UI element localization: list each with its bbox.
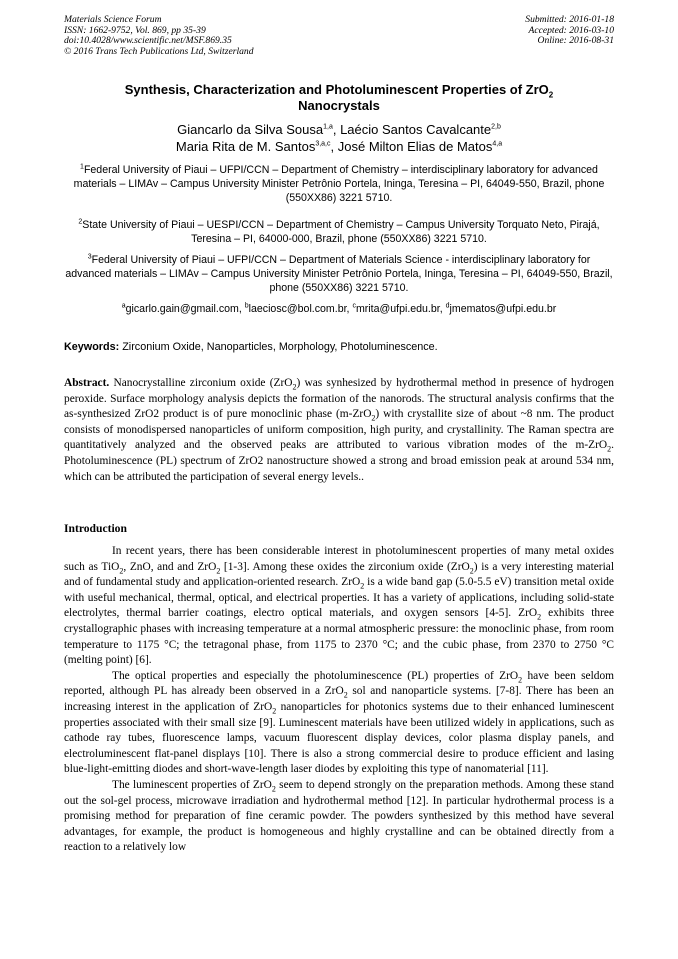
author-name: Maria Rita de M. Santos — [175, 138, 316, 154]
email-link[interactable]: mrita@ufpi.edu.br, — [355, 303, 446, 315]
email-link[interactable]: jmematos@ufpi.edu.br — [449, 303, 557, 315]
email-link[interactable]: gicarlo.gain@gmail.com, — [125, 303, 245, 315]
journal-info — [64, 15, 254, 57]
section-heading: Introduction — [64, 522, 127, 535]
author-list: Giancarlo da Silva Sousa$^{1,a}$, Laécio Santos Cavalcante$^{2,b}$ Maria Rita de M. Santos$^{3,a,c}$, José Milton Elias de Matos$^{4,a}$ — [175, 122, 503, 154]
keywords — [64, 340, 614, 354]
submitted-date: Submitted: 2016-01-18 — [525, 14, 614, 25]
email-list: $^a$gicarlo.gain@gmail.com, $^b$laeciosc@bol.com.br, $^c$mrita@ufpi.edu.br, $^d$jmematos@ufpi.edu.br — [121, 302, 557, 315]
abstract-label: Abstract. — [64, 377, 110, 389]
paragraph: In recent years, there has been considerable interest in photoluminescent properties of many metal oxides such as TiO$_2$, ZnO, and and ZrO$_2$ [1-3]. Among these oxides the zirconium oxide (ZrO$_2$) is a very interesting material and of fundamental study and application-oriented research. ZrO$_2$ is a wide band gap (5.0-5.5 eV) transition metal oxide with useful mechanical, thermal, optical, and electrical properties. It has a variety of applications, including solid-state electrolytes, thermal barrier coatings, electro optical materials, and oxygen sensors [4-5]. ZrO$_2$ exhibits three crystallographic phases with increasing temperature at a normal atmospheric pressure: the monoclinic phase, from room temperature to 1175 °C; the tetragonal phase, from 1175 to 2370 °C; and the cubic phase, from 2370 to 2750 °C (melting point) [6]. — [64, 545, 615, 667]
paper-title: Synthesis, Characterization and Photoluminescent Properties of ZrO$_2$ Nanocrystals — [124, 82, 554, 113]
online-date: Online: 2016-08-31 — [537, 35, 614, 47]
affiliation-3: $^3$Federal University of Piaui – UFPI/CCN – Department of Materials Science - interdisciplinary laboratory for advanced materials – LIMAv – Campus University Minister Petrônio Portela, Ininga, Teresina – PI, 64049-550, Brazil, phone (550XX86) 3221 5710. — [65, 253, 613, 294]
doi-line: doi:10.4028/www.scientific.net/MSF.869.35 — [64, 35, 232, 47]
introduction-body — [64, 544, 614, 856]
keywords-label: Keywords: — [64, 341, 120, 353]
accepted-date: Accepted: 2016-03-10 — [528, 24, 614, 36]
affiliation-1: $^1$Federal University of Piaui – UFPI/CCN – Department of Chemistry – interdisciplinary laboratory for advanced materials – LIMAv – Campus University Minister Petrônio Portela, Ininga, Teresina – PI, 64049-550, Brazil, phone (550XX86) 3221 5710. — [73, 163, 605, 204]
email-link[interactable]: laeciosc@bol.com.br, — [248, 303, 353, 315]
journal-name: Materials Science Forum — [64, 14, 162, 25]
abstract: Abstract. Nanocrystalline zirconium oxide (ZrO$_2$) was synhesized by hydrothermal method in presence of hydrogen peroxide. Surface morphology analysis depicts the formation of the nanorods. The structural analysis confirms that the as-synthesized ZrO2 product is of pure monoclinic phase (m-ZrO$_2$) with crystallite size of about ~8 nm. The product consists of monodispersed nanoparticles of uniform composition, high purity, and crystallinity. The Raman spectra are quantitatively analyzed and the observed peaks are attributed to various vibration modes of the m-ZrO$_2$. Photoluminescence (PL) spectrum of ZrO2 nanostructure showed a strong and broad emission peak at around 534 nm, which can be attributed the participation of several energy levels.. — [64, 377, 614, 483]
issn-line: ISSN: 1662-9752, Vol. 869, pp 35-39 — [64, 24, 206, 36]
paragraph: The optical properties and especially the photoluminescence (PL) properties of ZrO$_2$ have been seldom reported, although PL has already been observed in a ZrO$_2$ sol and nanoparticle systems. [7-8]. There has been an increasing interest in the application of ZrO$_2$ nanoparticles for photonics systems due to their enhanced luminescent properties associated with their small size [9]. Luminescent materials have been utilized widely in applications, such as cathode ray tubes, fluorescence lamps, vacuum fluorescent display devices, color plasma display panels, and electroluminescent flat-panel displays [10]. There is also a strong commercial desire to produce efficient and lasing blue-light-emitting diodes and short-wave-length laser diodes by exploiting this type of nanomaterial [11]. — [64, 669, 614, 776]
paragraph: The luminescent properties of ZrO$_2$ seem to depend strongly on the preparation methods. Among these stand out the sol-gel process, microwave irradiation and hydrothermal method [12]. In particular hydrothermal process is a promising method for preparation of fine ceramic powder. The powders synthesized by this method have several advantages, for example, the product is homogeneous and highly crystalline and can be obtained directly from a reaction to a relatively low — [64, 778, 614, 854]
dates-info — [525, 15, 614, 47]
author-name: José Milton Elias de Matos — [337, 138, 493, 154]
author-name: Giancarlo da Silva Sousa — [177, 122, 324, 137]
copyright-line: © 2016 Trans Tech Publications Ltd, Switzerland — [64, 45, 254, 57]
affiliation-2: $^2$State University of Piaui – UESPI/CCN – Department of Chemistry – Campus University Torquato Neto, Pirajá, Teresina – PI, 64000-000, Brazil, phone (550XX86) 3221 5710. — [78, 218, 600, 245]
author-name: Laécio Santos Cavalcante — [340, 122, 492, 137]
keywords-text: Zirconium Oxide, Nanoparticles, Morphology, Photoluminescence. — [119, 341, 438, 353]
